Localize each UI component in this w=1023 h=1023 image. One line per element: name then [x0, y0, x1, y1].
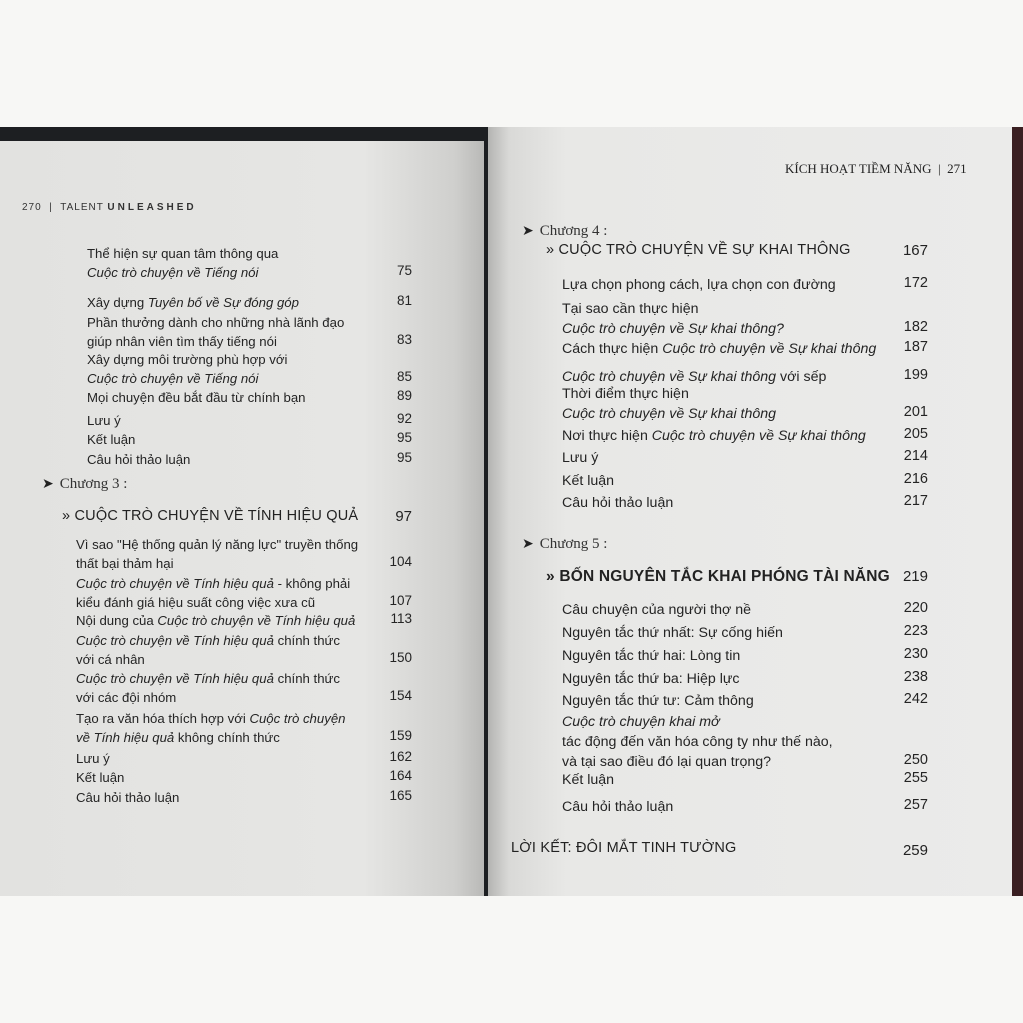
chapter-5-label [522, 536, 607, 553]
toc-entry-ch2-6-line-1: Lưu ý [87, 413, 121, 428]
toc-entry-ch3-6-line-2: về Tính hiệu quả không chính thức [76, 730, 280, 745]
toc-entry-ch3-9-line-1: Câu hỏi thảo luận [76, 790, 180, 805]
toc-entry-ch2-6-page-number: 92 [396, 411, 412, 426]
chapter-3-label-text: Chương 3 : [59, 476, 128, 492]
toc-entry-ch3-7 [76, 749, 110, 768]
toc-entry-ch2-8-page-number: 95 [396, 450, 412, 465]
toc-entry-ch3-7-line-1: Lưu ý [76, 751, 110, 766]
epilogue-page-number: 259 [902, 842, 928, 859]
toc-entry-ch2-1-line-1: Thể hiện sự quan tâm thông qua [87, 246, 279, 261]
toc-entry-ch4-8-line-1: Kết luận [562, 473, 615, 489]
toc-entry-ch4-5-page-number: 201 [903, 404, 928, 420]
book-title-prefix: TALENT [60, 202, 104, 213]
toc-entry-ch5-4-line-1: Nguyên tắc thứ ba: Hiệp lực [562, 671, 740, 687]
toc-entry-ch5-2-line-1: Nguyên tắc thứ nhất: Sự cống hiến [562, 625, 783, 641]
toc-entry-ch5-8-line-1: Câu hỏi thảo luận [562, 799, 674, 815]
toc-entry-ch4-1-line-1: Lựa chọn phong cách, lựa chọn con đường [562, 277, 836, 293]
toc-entry-ch4-4-page-number: 199 [903, 367, 928, 383]
chapter-4-label-text: Chương 4 : [539, 223, 608, 239]
toc-entry-ch3-6-line-1: Tạo ra văn hóa thích hợp với Cuộc trò chuyện [76, 711, 346, 726]
toc-entry-ch2-5 [87, 388, 306, 407]
toc-entry-ch5-6 [562, 712, 833, 772]
toc-entry-ch2-7-page-number: 95 [396, 430, 412, 445]
toc-entry-ch5-6-line-3: và tại sao điều đó lại quan trọng? [562, 754, 772, 770]
left-running-header: 270 | TALENT UNLEASHED [22, 202, 197, 213]
toc-entry-ch2-5-page-number: 89 [396, 388, 412, 403]
chapter-5-page-number: 219 [902, 568, 928, 585]
toc-entry-ch3-9-page-number: 165 [389, 788, 412, 803]
toc-entry-ch3-4-line-1: Cuộc trò chuyện về Tính hiệu quả chính thức [76, 633, 340, 648]
toc-entry-ch2-4 [87, 350, 287, 388]
toc-entry-ch3-5-line-1: Cuộc trò chuyện về Tính hiệu quả chính thức [76, 671, 340, 686]
toc-entry-ch4-2-line-2: Cuộc trò chuyện về Sự khai thông? [562, 321, 784, 337]
toc-entry-ch2-8 [87, 450, 190, 469]
toc-entry-ch4-8-page-number: 216 [903, 471, 928, 487]
arrow-right-icon: ➤ [522, 223, 534, 239]
toc-entry-ch3-5 [76, 669, 340, 707]
toc-entry-ch4-5-line-1: Thời điểm thực hiện [562, 386, 689, 402]
right-header-title: KÍCH HOẠT TIỀM NĂNG [785, 161, 932, 176]
toc-entry-ch4-8 [562, 471, 614, 491]
chapter-3-title: » CUỘC TRÒ CHUYỆN VỀ TÍNH HIỆU QUẢ [62, 508, 359, 524]
toc-entry-ch3-4 [76, 631, 340, 669]
toc-entry-ch4-6 [562, 426, 866, 446]
right-running-header: KÍCH HOẠT TIỀM NĂNG | 271 [785, 161, 967, 176]
toc-entry-ch5-3-page-number: 230 [903, 646, 928, 662]
toc-entry-ch2-3-line-1: Phần thưởng dành cho những nhà lãnh đạo [87, 315, 345, 330]
right-page [488, 127, 1012, 896]
chapter-5-title: » BỐN NGUYÊN TẮC KHAI PHÓNG TÀI NĂNG [546, 568, 890, 585]
book-cover-edge [1012, 127, 1023, 896]
toc-entry-ch5-1 [562, 600, 751, 620]
toc-entry-ch3-6 [76, 709, 345, 747]
open-book [0, 127, 1023, 896]
epilogue-title: LỜI KẾT: ĐÔI MẮT TINH TƯỜNG [511, 840, 737, 856]
toc-entry-ch4-2-page-number: 182 [903, 319, 928, 335]
toc-entry-ch5-6-line-1: Cuộc trò chuyện khai mở [562, 714, 720, 730]
toc-entry-ch3-2-page-number: 107 [389, 593, 412, 608]
toc-entry-ch5-1-page-number: 220 [903, 600, 928, 616]
toc-entry-ch2-1-page-number: 75 [396, 263, 412, 278]
toc-entry-ch4-7-page-number: 214 [903, 448, 928, 464]
toc-entry-ch4-4-line-1: Cuộc trò chuyện về Sự khai thông với sếp [562, 369, 827, 385]
toc-entry-ch5-8 [562, 797, 673, 817]
left-page [0, 141, 484, 896]
right-page-number: 271 [947, 161, 967, 176]
arrow-right-icon: ➤ [522, 536, 534, 552]
toc-entry-ch4-3-page-number: 187 [903, 339, 928, 355]
toc-entry-ch3-5-line-2: với các đội nhóm [76, 690, 177, 705]
toc-entry-ch2-2-page-number: 81 [396, 293, 412, 308]
toc-entry-ch5-5 [562, 691, 754, 711]
toc-entry-ch5-3-line-1: Nguyên tắc thứ hai: Lòng tin [562, 648, 741, 664]
toc-entry-ch2-4-line-2: Cuộc trò chuyện về Tiếng nói [87, 371, 259, 386]
toc-entry-ch4-2 [562, 299, 784, 339]
toc-entry-ch5-6-line-2: tác động đến văn hóa công ty như thế nào, [562, 734, 833, 750]
toc-entry-ch4-9 [562, 493, 673, 513]
toc-entry-ch4-5-line-2: Cuộc trò chuyện về Sự khai thông [562, 406, 777, 422]
toc-entry-ch3-3-page-number: 113 [390, 611, 412, 626]
toc-entry-ch3-5-page-number: 154 [389, 688, 412, 703]
toc-entry-ch3-8-line-1: Kết luận [76, 770, 125, 785]
toc-entry-ch2-1 [87, 244, 278, 282]
toc-entry-ch5-3 [562, 646, 740, 666]
toc-entry-ch5-4 [562, 669, 740, 689]
toc-entry-ch4-1 [562, 275, 836, 295]
toc-entry-ch2-4-page-number: 85 [396, 369, 412, 384]
toc-entry-ch5-7 [562, 770, 614, 790]
toc-entry-ch2-8-line-1: Câu hỏi thảo luận [87, 452, 191, 467]
chapter-4-page-number: 167 [902, 242, 928, 259]
arrow-right-icon: ➤ [42, 476, 54, 492]
toc-entry-ch3-1-page-number: 104 [389, 554, 412, 569]
toc-entry-ch4-2-line-1: Tại sao cần thực hiện [562, 301, 699, 317]
toc-entry-ch4-6-line-1: Nơi thực hiện Cuộc trò chuyện về Sự khai thông [562, 428, 866, 444]
toc-entry-ch2-3-line-2: giúp nhân viên tìm thấy tiếng nói [87, 334, 277, 349]
toc-entry-ch3-3 [76, 611, 355, 630]
toc-entry-ch5-4-page-number: 238 [903, 669, 928, 685]
toc-entry-ch3-9 [76, 788, 179, 807]
toc-entry-ch4-7 [562, 448, 598, 468]
toc-entry-ch3-1-line-2: thất bại thảm hại [76, 556, 174, 571]
toc-entry-ch3-1 [76, 535, 358, 573]
toc-entry-ch5-8-page-number: 257 [903, 797, 928, 813]
toc-entry-ch3-4-page-number: 150 [389, 650, 412, 665]
chapter-4-label [522, 223, 607, 240]
toc-entry-ch4-5 [562, 384, 776, 424]
toc-entry-ch5-5-page-number: 242 [903, 691, 928, 707]
toc-entry-ch2-2 [87, 293, 299, 312]
toc-entry-ch3-2-line-1: Cuộc trò chuyện về Tính hiệu quả - không phải [76, 576, 351, 591]
toc-entry-ch4-3-line-1: Cách thực hiện Cuộc trò chuyện về Sự khai thông [562, 341, 877, 357]
toc-entry-ch3-4-line-2: với cá nhân [76, 652, 145, 667]
toc-entry-ch3-8-page-number: 164 [389, 768, 412, 783]
toc-entry-ch5-1-line-1: Câu chuyện của người thợ nề [562, 602, 752, 618]
chapter-5-label-text: Chương 5 : [539, 536, 608, 552]
chapter-4-title: » CUỘC TRÒ CHUYỆN VỀ SỰ KHAI THÔNG [546, 242, 851, 258]
book-title-suffix: UNLEASHED [107, 202, 197, 213]
toc-entry-ch2-2-line-1: Xây dựng Tuyên bố về Sự đóng góp [87, 295, 299, 310]
toc-entry-ch4-9-page-number: 217 [903, 493, 928, 509]
toc-entry-ch4-6-page-number: 205 [903, 426, 928, 442]
toc-entry-ch3-8 [76, 768, 124, 787]
toc-entry-ch2-4-line-1: Xây dựng môi trường phù hợp với [87, 352, 288, 367]
toc-entry-ch3-2-line-2: kiểu đánh giá hiệu suất công việc xưa cũ [76, 595, 316, 610]
toc-entry-ch3-6-page-number: 159 [389, 728, 412, 743]
toc-entry-ch3-1-line-1: Vì sao "Hệ thống quản lý năng lực" truyền thống [76, 537, 359, 552]
toc-entry-ch2-3-page-number: 83 [396, 332, 412, 347]
toc-entry-ch5-5-line-1: Nguyên tắc thứ tư: Cảm thông [562, 693, 754, 709]
toc-entry-ch5-7-page-number: 255 [903, 770, 928, 786]
toc-entry-ch4-1-page-number: 172 [903, 275, 928, 291]
left-page-number: 270 [22, 202, 42, 213]
toc-entry-ch3-7-page-number: 162 [389, 749, 412, 764]
toc-entry-ch2-6 [87, 411, 121, 430]
toc-entry-ch5-2 [562, 623, 783, 643]
toc-entry-ch2-7 [87, 430, 135, 449]
toc-entry-ch3-2 [76, 574, 350, 612]
chapter-3-label [42, 476, 127, 493]
toc-entry-ch4-3 [562, 339, 876, 359]
toc-entry-ch5-7-line-1: Kết luận [562, 772, 615, 788]
toc-entry-ch2-7-line-1: Kết luận [87, 432, 136, 447]
toc-entry-ch5-2-page-number: 223 [903, 623, 928, 639]
toc-entry-ch4-7-line-1: Lưu ý [562, 450, 599, 466]
toc-entry-ch2-5-line-1: Mọi chuyện đều bắt đầu từ chính bạn [87, 390, 306, 405]
toc-entry-ch4-9-line-1: Câu hỏi thảo luận [562, 495, 674, 511]
toc-entry-ch2-3 [87, 313, 344, 351]
toc-entry-ch3-3-line-1: Nội dung của Cuộc trò chuyện về Tính hiệu quả [76, 613, 356, 628]
toc-entry-ch2-1-line-2: Cuộc trò chuyện về Tiếng nói [87, 265, 259, 280]
toc-entry-ch5-6-page-number: 250 [903, 752, 928, 768]
chapter-3-page-number: 97 [395, 508, 412, 525]
